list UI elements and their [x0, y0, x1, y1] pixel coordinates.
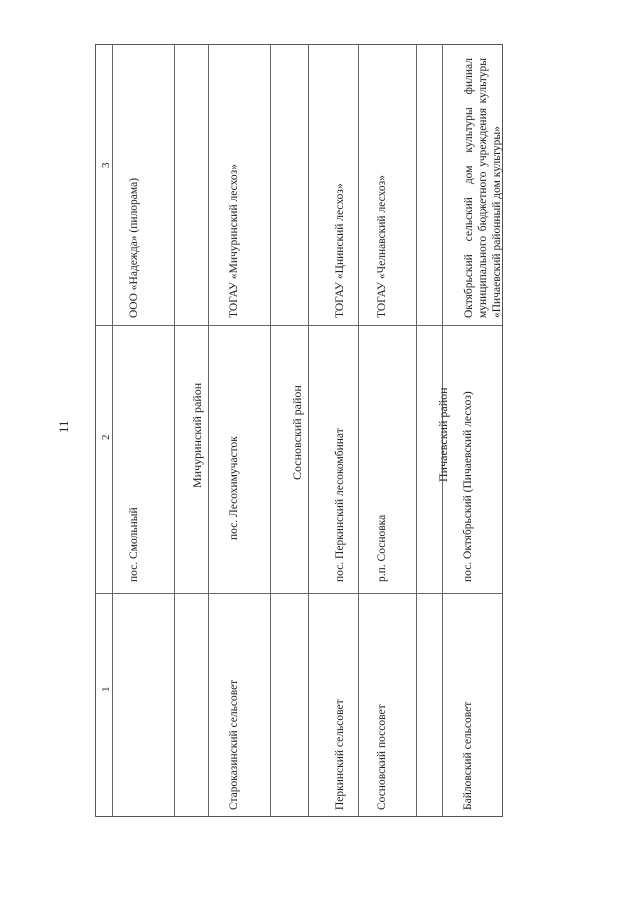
- row-divider: [174, 45, 175, 816]
- cell-enterprise: ТОГАУ «Мичуринский лесхоз»: [228, 164, 240, 318]
- district-header: Мичуринский район: [190, 382, 204, 488]
- district-header: Сосновский район: [290, 385, 304, 480]
- column-number-3: 3: [100, 162, 112, 168]
- district-header: Пичаевский район: [436, 387, 450, 482]
- cell-municipality: Староказинский сельсовет: [228, 679, 240, 810]
- cell-municipality: Байловский сельсовет: [462, 701, 474, 810]
- column-number-1: 1: [100, 686, 112, 692]
- cell-enterprise: ТОГАУ «Челнавский лесхоз»: [376, 175, 388, 318]
- column-header-divider: [112, 45, 113, 816]
- cell-settlement: р.п. Сосновка: [376, 514, 388, 582]
- cell-enterprise: Октябрьский сельский дом культуры филиал муниципального бюджетного учреждения культуры «Пичаевский районный дом культуры»: [463, 58, 503, 318]
- page-number: 11: [56, 420, 71, 433]
- cell-enterprise: ТОГАУ «Цнинский лесхоз»: [334, 183, 346, 318]
- column-number-2: 2: [100, 434, 112, 440]
- cell-enterprise: ООО «Надежда» (пилорама): [128, 177, 140, 318]
- row-divider: [416, 45, 417, 816]
- row-divider: [308, 45, 309, 816]
- cell-settlement: пос. Перкинский лесокомбинат: [334, 428, 346, 582]
- row-divider: [358, 45, 359, 816]
- cell-municipality: Перкинский сельсовет: [334, 699, 346, 810]
- row-divider: [208, 45, 209, 816]
- cell-settlement: пос. Смольный: [128, 507, 140, 582]
- cell-settlement: пос. Лесохимучасток: [228, 436, 240, 540]
- cell-municipality: Сосновский поссовет: [376, 704, 388, 810]
- cell-settlement: пос. Октябрьский (Пичаевский лесхоз): [462, 391, 474, 582]
- row-divider: [270, 45, 271, 816]
